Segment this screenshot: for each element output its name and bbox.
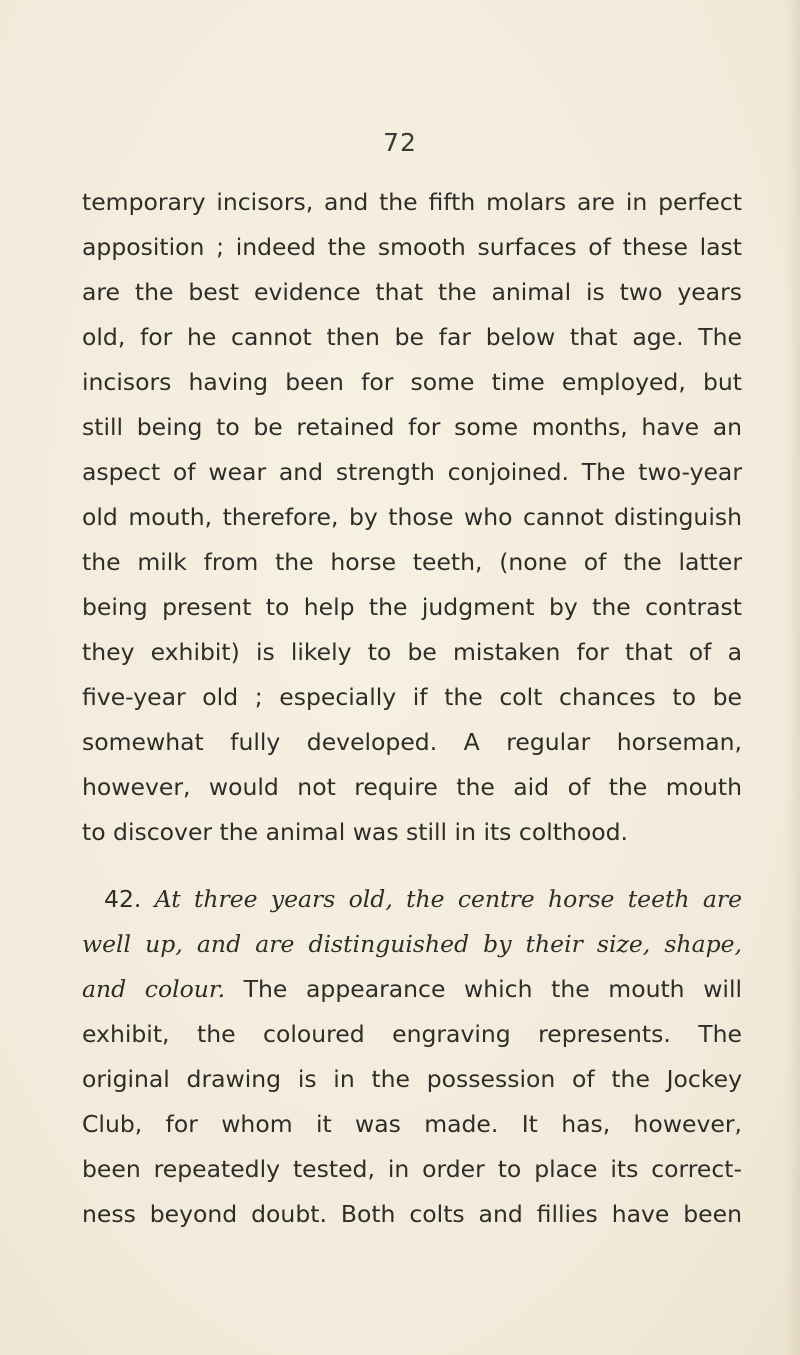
text-line: apposition ; indeed the smooth surfaces of these last <box>82 233 742 261</box>
text-line: old, for he cannot then be far below that age. The <box>82 323 742 351</box>
text-line: to discover the animal was still in its colthood. <box>82 818 628 846</box>
text-line: still being to be retained for some months, have an <box>82 413 742 441</box>
page-edge-shadow <box>786 0 800 1355</box>
text-line <box>82 922 742 967</box>
text-line: been repeatedly tested, in order to place its correct- <box>82 1155 742 1183</box>
text-line: somewhat fully developed. A regular horseman, <box>82 728 742 756</box>
text-line: being present to help the judgment by the contrast <box>82 593 742 621</box>
text-line: exhibit, the coloured engraving represents. The <box>82 1020 742 1048</box>
text-line: five-year old ; especially if the colt chances to be <box>82 683 742 711</box>
text-line: are the best evidence that the animal is two years <box>82 278 742 306</box>
text-line: old mouth, therefore, by those who cannot distinguish <box>82 503 742 531</box>
text-line: aspect of wear and strength conjoined. The two-year <box>82 458 742 486</box>
body-text: The appearance which the mouth will <box>243 975 742 1003</box>
text-line: incisors having been for some time employed, but <box>82 368 742 396</box>
italic-heading-text: and colour. <box>82 975 226 1003</box>
text-line <box>82 967 742 1012</box>
text-line: original drawing is in the possession of the Jockey <box>82 1065 742 1093</box>
paragraph-1 <box>82 180 742 855</box>
italic-heading-text: At three years old, the centre horse teeth are <box>154 885 742 913</box>
text-line: ness beyond doubt. Both colts and fillies have been <box>82 1200 742 1228</box>
page-body <box>82 180 742 1237</box>
text-line <box>82 877 742 922</box>
text-line: they exhibit) is likely to be mistaken for that of a <box>82 638 742 666</box>
text-line: Club, for whom it was made. It has, however, <box>82 1110 742 1138</box>
page-number: 72 <box>383 128 417 157</box>
text-line: temporary incisors, and the fifth molars are in perfect <box>82 188 742 216</box>
text-line: however, would not require the aid of the mouth <box>82 773 742 801</box>
paragraph-gap <box>82 855 742 877</box>
paragraph-2 <box>82 877 742 1237</box>
text-line: the milk from the horse teeth, (none of the latter <box>82 548 742 576</box>
section-number: 42. <box>104 885 142 913</box>
italic-heading-text: well up, and are distinguished by their size, shape, <box>82 930 742 958</box>
